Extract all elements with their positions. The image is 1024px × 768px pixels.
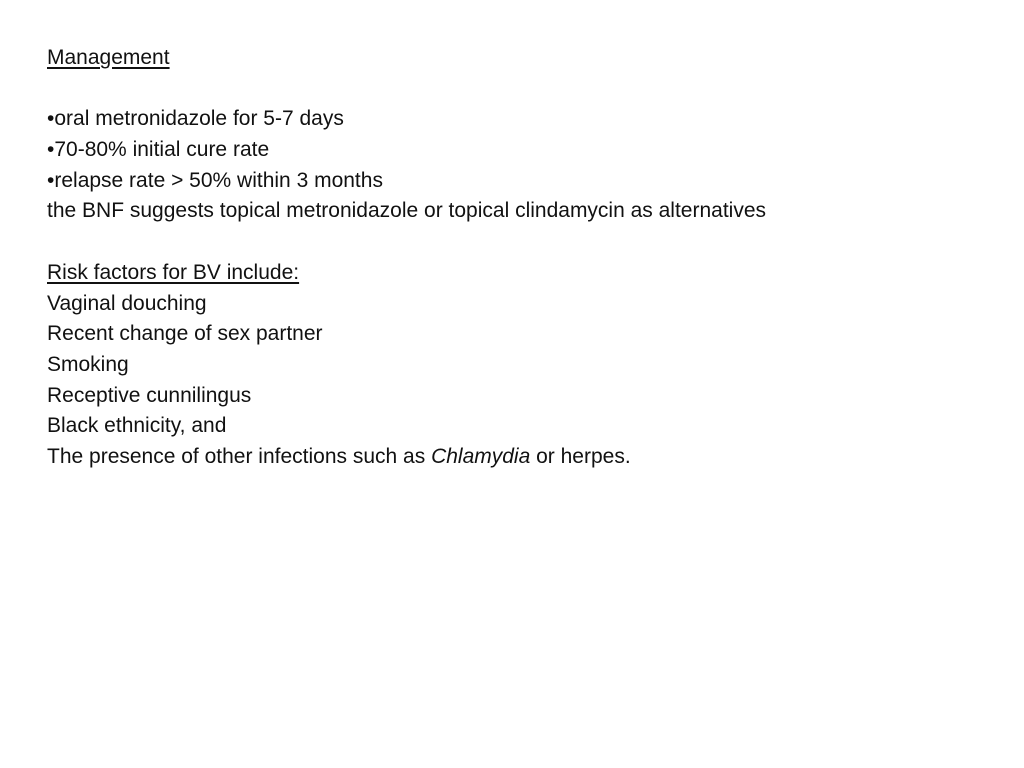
risk-factor-item: Vaginal douching bbox=[47, 291, 207, 315]
spacer bbox=[47, 74, 987, 105]
risk-factor-item: Receptive cunnilingus bbox=[47, 383, 252, 407]
management-note: the BNF suggests topical metronidazole or topical clindamycin as alternatives bbox=[47, 199, 767, 223]
risk-factor-item: Smoking bbox=[47, 352, 129, 376]
risk-factor-text: or herpes. bbox=[530, 444, 631, 468]
risk-factor-emphasis: Chlamydia bbox=[431, 444, 531, 468]
slide-content bbox=[47, 43, 987, 473]
management-bullet: •relapse rate > 50% within 3 months bbox=[47, 168, 383, 192]
risk-factors-heading: Risk factors for BV include: bbox=[47, 260, 300, 284]
risk-factor-item: Recent change of sex partner bbox=[47, 322, 323, 346]
risk-factor-item: Black ethnicity, and bbox=[47, 414, 227, 438]
spacer bbox=[47, 227, 987, 258]
risk-factor-item-last bbox=[47, 442, 987, 473]
risk-factor-text: The presence of other infections such as bbox=[47, 444, 432, 468]
management-heading: Management bbox=[47, 46, 170, 69]
management-bullet: •70-80% initial cure rate bbox=[47, 138, 270, 162]
management-bullet: •oral metronidazole for 5-7 days bbox=[47, 107, 344, 131]
